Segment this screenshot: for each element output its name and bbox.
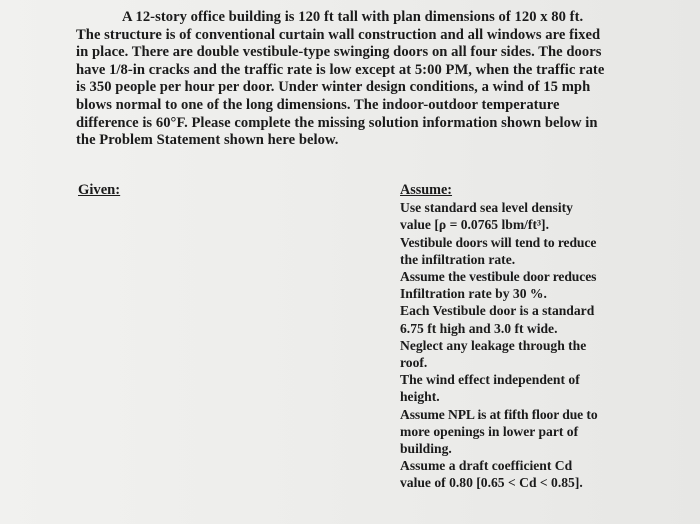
problem-line: the Problem Statement shown here below. <box>76 132 339 149</box>
assume-line: Use standard sea level density <box>400 200 573 216</box>
problem-line: blows normal to one of the long dimensions. The indoor-outdoor temperature <box>76 96 560 113</box>
given-heading: Given: <box>78 182 121 198</box>
problem-statement <box>76 9 646 150</box>
problem-line: in place. There are double vestibule-type swinging doors on all four sides. The doors <box>76 44 602 61</box>
problem-line: is 350 people per hour per door. Under winter design conditions, a wind of 15 mph <box>76 79 591 96</box>
assume-line: Infiltration rate by 30 %. <box>400 286 547 302</box>
problem-line: have 1/8-in cracks and the traffic rate is low except at 5:00 PM, when the traffic rate <box>76 61 605 78</box>
assume-line: Neglect any leakage through the <box>400 337 587 353</box>
assume-line: the infiltration rate. <box>400 251 516 267</box>
assume-line: Vestibule doors will tend to reduce <box>400 234 597 250</box>
assume-section <box>400 182 690 492</box>
assume-line: roof. <box>400 355 428 371</box>
assume-line: Assume the vestibule door reduces <box>400 269 597 285</box>
problem-line: A 12-story office building is 120 ft tall with plan dimensions of 120 x 80 ft. <box>122 9 584 25</box>
assume-line: 6.75 ft high and 3.0 ft wide. <box>400 320 558 336</box>
assume-line: building. <box>400 441 452 457</box>
assume-heading: Assume: <box>400 182 453 198</box>
assume-line: value of 0.80 [0.65 < Cd < 0.85]. <box>400 475 583 491</box>
assume-line: Assume NPL is at fifth floor due to <box>400 406 598 422</box>
assume-line: Assume a draft coefficient Cd <box>400 458 573 474</box>
assume-line: The wind effect independent of <box>400 372 580 388</box>
assume-line: height. <box>400 389 440 405</box>
assume-line: Each Vestibule door is a standard <box>400 303 595 319</box>
problem-line: difference is 60°F. Please complete the missing solution information shown below in <box>76 114 598 131</box>
assume-line: value [ρ = 0.0765 lbm/ft³]. <box>400 217 549 233</box>
assume-line: more openings in lower part of <box>400 423 579 439</box>
problem-line: The structure is of conventional curtain wall construction and all windows are fixed <box>76 26 601 43</box>
